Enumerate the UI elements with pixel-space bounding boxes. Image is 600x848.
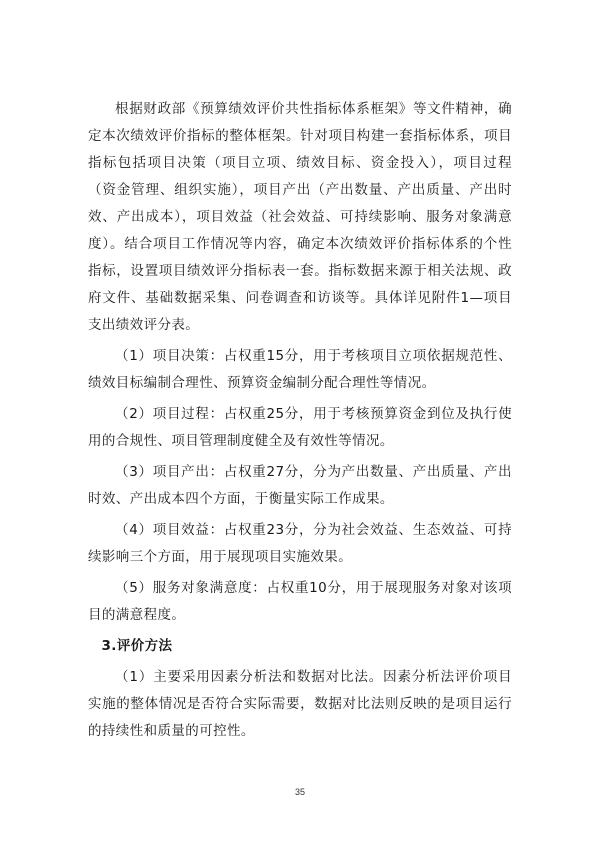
item-project-output: （3）项目产出：占权重27分，分为产出数量、产出质量、产出时效、产出成本四个方面，于衡量实际工作成果。	[88, 464, 512, 507]
page-number: 35	[294, 787, 305, 797]
item-project-process: （2）项目过程：占权重25分，用于考核预算资金到位及执行使用的合规性、项目管理制度健全及有效性等情况。	[88, 406, 512, 449]
item-service-satisfaction: （5）服务对象满意度：占权重10分，用于展现服务对象对该项目的满意程度。	[88, 580, 512, 623]
page-body	[88, 96, 512, 749]
item-project-decision: （1）项目决策：占权重15分，用于考核项目立项依据规范性、绩效目标编制合理性、预算资金编制分配合理性等情况。	[88, 348, 512, 391]
section-heading: 3.评价方法	[101, 638, 173, 654]
intro-paragraph: 根据财政部《预算绩效评价共性指标体系框架》等文件精神，确定本次绩效评价指标的整体框架。针对项目构建一套指标体系，项目指标包括项目决策（项目立项、绩效目标、资金投入），项目过程（资金管理、组织实施），项目产出（产出数量、产出质量、产出时效、产出成本），项目效益（社会效益、可持续影响、服务对象满意度）。结合项目工作情况等内容，确定本次绩效评价指标体系的个性指标，设置项目绩效评分指标表一套。指标数据来源于相关法规、政府文件、基础数据采集、问卷调查和访谈等。具体详见附件1—项目支出绩效评分表。	[88, 101, 512, 333]
method-paragraph: （1）主要采用因素分析法和数据对比法。因素分析法评价项目实施的整体情况是否符合实际需要，数据对比法则反映的是项目运行的持续性和质量的可控性。	[88, 669, 512, 739]
item-project-benefit: （4）项目效益：占权重23分，分为社会效益、生态效益、可持续影响三个方面，用于展现项目实施效果。	[88, 522, 512, 565]
